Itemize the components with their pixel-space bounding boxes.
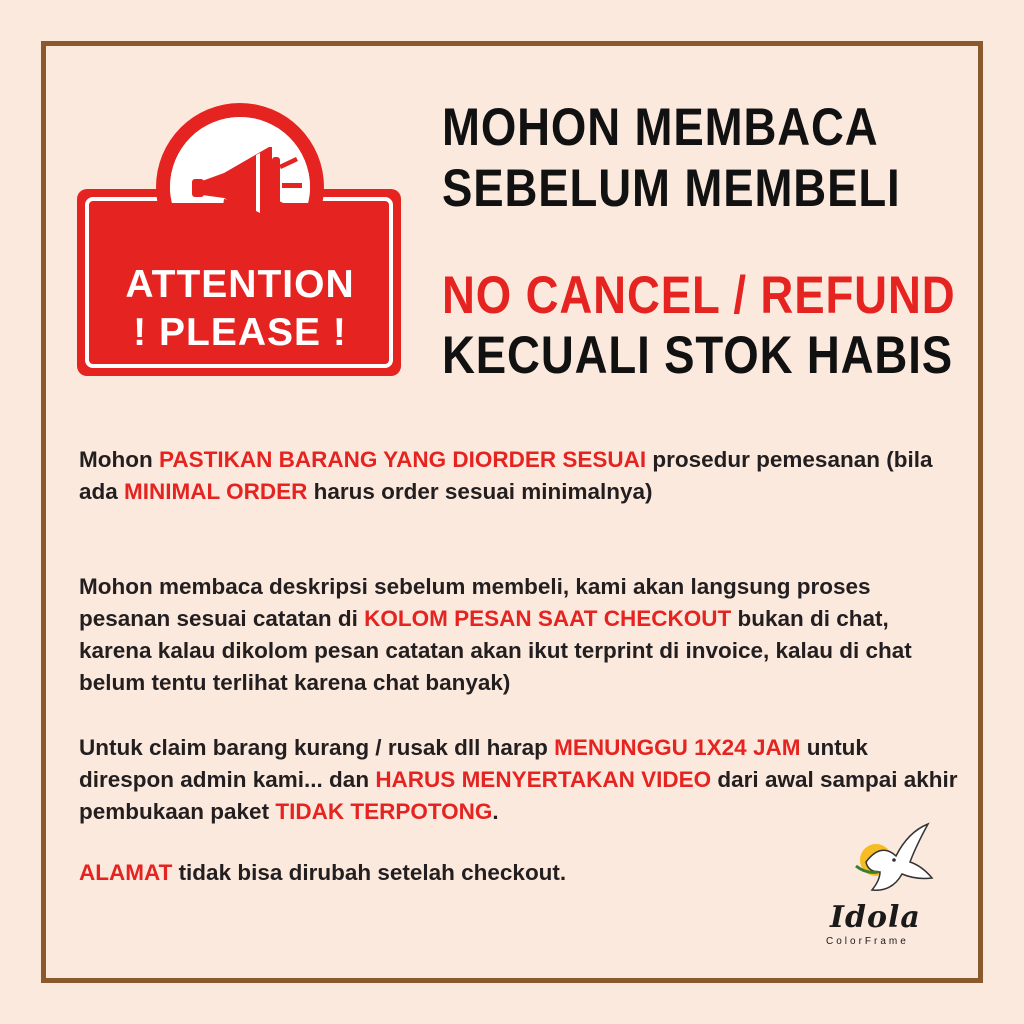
paragraph-checkout-notes — [79, 571, 959, 699]
paragraph-text: harus order sesuai minimalnya) — [307, 479, 653, 504]
paragraph-text: Mohon — [79, 447, 159, 472]
highlight-text: TIDAK TERPOTONG — [275, 799, 493, 824]
logo-subtitle: ColorFrame — [826, 936, 909, 947]
paragraph-text: bukan di chat, karena kalau dikolom pesan catatan akan ikut terprint di invoice, kalau di chat belum tentu terlihat karena chat banyak) — [79, 606, 912, 695]
highlight-text: HARUS MENYERTAKAN VIDEO — [375, 767, 712, 792]
paragraph-text: tidak bisa dirubah setelah checkout. — [172, 860, 567, 885]
highlight-text: PASTIKAN BARANG YANG DIORDER SESUAI — [158, 447, 647, 472]
paragraph-text: . — [492, 799, 499, 824]
paragraph-text: prosedur pemesanan (bila ada — [79, 447, 933, 504]
brand-logo — [814, 822, 944, 957]
headline-no-cancel: NO CANCEL / REFUND — [442, 266, 956, 325]
highlight-text: ALAMAT — [79, 860, 173, 885]
headline-line-2: SEBELUM MEMBELI — [442, 159, 901, 218]
paragraph-claims — [79, 732, 959, 828]
sign-attention-text: ATTENTION — [125, 263, 355, 306]
dove-icon — [836, 822, 936, 902]
highlight-text: MENUNGGU 1X24 JAM — [554, 735, 801, 760]
paragraph-text: untuk direspon admin kami... dan — [79, 735, 868, 792]
highlight-text: KOLOM PESAN SAAT CHECKOUT — [364, 606, 732, 631]
headline-line-1: MOHON MEMBACA — [442, 98, 879, 157]
highlight-text: MINIMAL ORDER — [124, 479, 308, 504]
paragraph-text: dari awal sampai akhir pembukaan paket — [79, 767, 958, 824]
headline-line-4: KECUALI STOK HABIS — [442, 326, 953, 385]
paragraph-text: Mohon membaca deskripsi sebelum membeli, kami akan langsung proses pesanan sesuai catatan di — [79, 574, 871, 631]
paragraph-order-rules — [79, 444, 959, 508]
attention-sign — [74, 103, 404, 379]
sign-please-text: ! PLEASE ! — [133, 311, 347, 354]
paragraph-text: Untuk claim barang kurang / rusak dll harap — [79, 735, 555, 760]
logo-name: Idola — [830, 900, 921, 935]
